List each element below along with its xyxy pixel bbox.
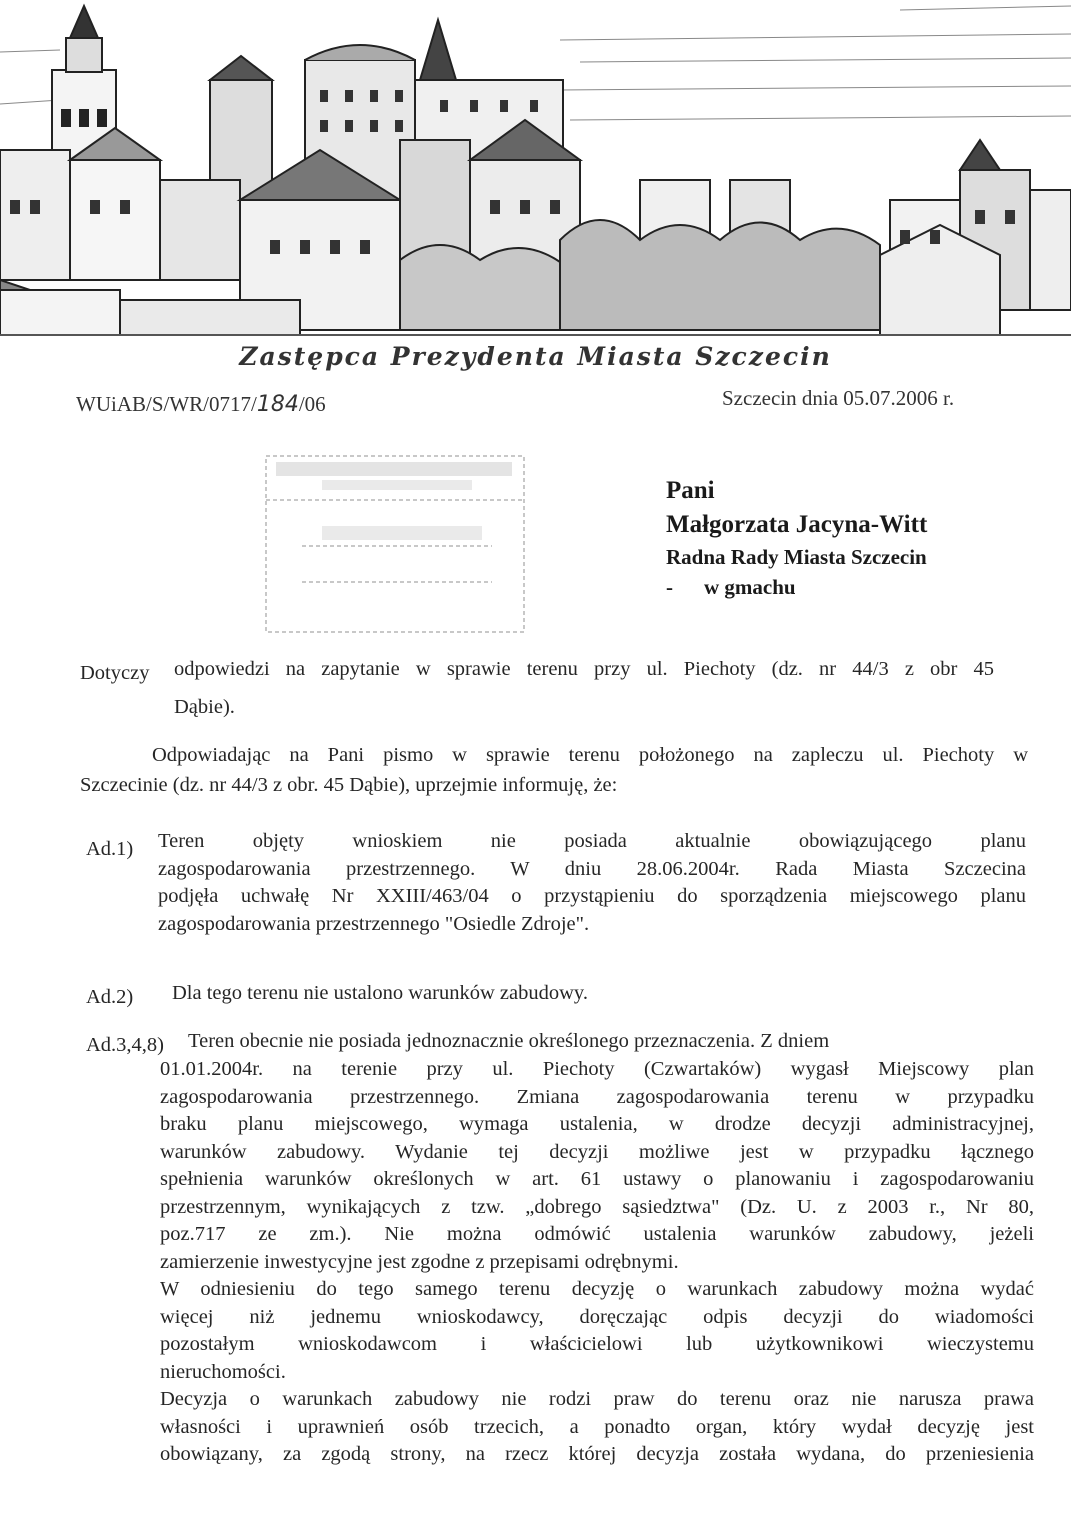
item-ad348-line: spełnienia warunków określonych w art. 61 ustawy o planowaniu i zagospodarowaniu — [160, 1168, 1034, 1190]
item-ad348-line: pozostałym wnioskodawcom i właścicielowi lub użytkownikowi wieczystemu — [160, 1333, 1034, 1355]
item-ad1-line: podjęła uchwałę Nr XXIII/463/04 o przystąpieniu do sporządzenia miejscowego planu — [158, 885, 1026, 907]
item-ad348-line: zamierzenie inwestycyjne jest zgodne z przepisami odrębnymi. — [160, 1250, 679, 1273]
recipient-name: Małgorzata Jacyna-Witt — [666, 511, 928, 538]
item-ad348-line: Decyzja o warunkach zabudowy nie rodzi praw do terenu oraz nie narusza prawa — [160, 1388, 1034, 1410]
item-ad348-line: nieruchomości. — [160, 1360, 286, 1383]
registry-stamp — [262, 448, 530, 636]
item-ad1-line: Teren objęty wnioskiem nie posiada aktualnie obowiązującego planu — [158, 830, 1026, 852]
subject-line-2: Dąbie). — [174, 696, 235, 718]
office-title: Zastępca Prezydenta Miasta Szczecin — [239, 342, 832, 371]
place-and-date: Szczecin dnia 05.07.2006 r. — [722, 386, 955, 410]
item-ad348-text — [160, 1056, 1034, 1469]
city-skyline-illustration — [0, 0, 1071, 340]
item-ad348-line: warunków zabudowy. Wydanie tej decyzji możliwe jest w przypadku łącznego — [160, 1140, 1034, 1163]
item-ad2-text: Dla tego terenu nie ustalono warunków zabudowy. — [172, 982, 588, 1004]
item-ad1-text — [158, 828, 1026, 938]
recipient-salutation: Pani — [666, 477, 715, 504]
item-ad348-line: obowiązany, za zgodą strony, na rzecz której decyzja została wydana, do przeniesienia — [160, 1443, 1034, 1465]
recipient-location: w gmachu — [704, 575, 796, 599]
intro-line-1: Odpowiadając na Pani pismo w sprawie terenu położonego na zapleczu ul. Piechoty w — [152, 744, 1028, 766]
item-ad2-label: Ad.2) — [86, 986, 134, 1008]
item-ad348-label: Ad.3,4,8) — [86, 1034, 165, 1056]
item-ad348-line: W odniesieniu do tego samego terenu decyzję o warunkach zabudowy można wydać — [160, 1278, 1034, 1300]
reference-handwritten-number: 184 — [256, 392, 299, 417]
item-ad1-label: Ad.1) — [86, 838, 134, 860]
recipient-dash: - — [666, 575, 673, 599]
item-ad1-line: zagospodarowania przestrzennego. W dniu 28.06.2004r. Rada Miasta Szczecina — [158, 857, 1026, 880]
recipient-function: Radna Rady Miasta Szczecin — [666, 545, 927, 569]
subject-label: Dotyczy — [80, 662, 150, 684]
item-ad348-line: przestrzennym, wynikających z tzw. „dobrego sąsiedztwa" (Dz. U. z 2003 r., Nr 80, — [160, 1195, 1034, 1218]
item-ad1-line: zagospodarowania przestrzennego "Osiedle Zdroje". — [158, 912, 590, 935]
recipient-location-line — [666, 572, 927, 602]
item-ad348-line: więcej niż jednemu wnioskodawcy, doręczając odpis decyzji do wiadomości — [160, 1305, 1034, 1328]
item-ad348-line: poz.717 ze zm.). Nie można odmówić ustalenia warunków zabudowy, jeżeli — [160, 1223, 1034, 1245]
reference-suffix: /06 — [298, 392, 326, 416]
item-ad348-line: zagospodarowania przestrzennego. Zmiana zagospodarowania terenu w przypadku — [160, 1085, 1034, 1108]
item-ad348-line: 01.01.2004r. na terenie przy ul. Piechoty (Czwartaków) wygasł Miejscowy plan — [160, 1058, 1034, 1080]
reference-number — [76, 392, 326, 417]
intro-line-2: Szczecinie (dz. nr 44/3 z obr. 45 Dąbie), uprzejmie informuję, że: — [80, 774, 618, 796]
item-ad348-line: braku planu miejscowego, wymaga ustalenia, w drodze decyzji administracyjnej, — [160, 1113, 1034, 1135]
item-ad348-line: własności i uprawnień osób trzecich, a ponadto organ, który wydał decyzję jest — [160, 1415, 1034, 1438]
reference-prefix: WUiAB/S/WR/0717/ — [76, 392, 257, 416]
recipient-block — [666, 474, 927, 602]
item-ad348-first-line: Teren obecnie nie posiada jednoznacznie określonego przeznaczenia. Z dniem — [188, 1030, 830, 1052]
subject-line-1: odpowiedzi na zapytanie w sprawie terenu przy ul. Piechoty (dz. nr 44/3 z obr 45 — [174, 658, 994, 680]
